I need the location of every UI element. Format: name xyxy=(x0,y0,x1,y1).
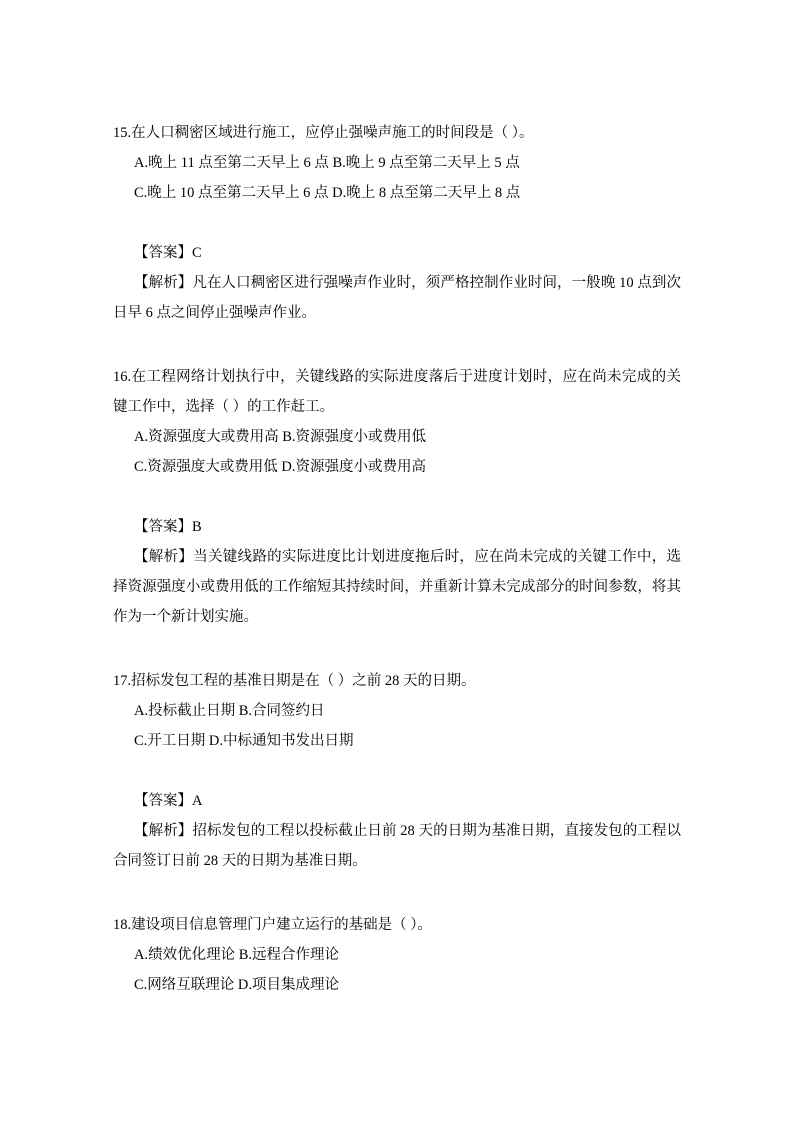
explanation-label: 【解析】 xyxy=(134,549,194,565)
question-stem: 17.招标发包工程的基准日期是在（ ）之前 28 天的日期。 xyxy=(113,673,476,689)
spacer xyxy=(113,756,681,786)
answer-line xyxy=(113,786,681,816)
answer-line xyxy=(113,512,681,542)
question-option-line: C.开工日期 D.中标通知书发出日期 xyxy=(134,733,354,749)
explanation-label: 【解析】 xyxy=(134,275,193,291)
explanation-line xyxy=(113,268,681,328)
question-stem: 15.在人口稠密区域进行施工，应停止强噪声施工的时间段是（ ）。 xyxy=(113,125,534,141)
answer-value: B xyxy=(192,519,202,535)
answer-line xyxy=(113,238,681,268)
answer-value: A xyxy=(192,793,203,809)
spacer xyxy=(113,328,681,362)
question-option-line: A.晚上 11 点至第二天早上 6 点 B.晚上 9 点至第二天早上 5 点 xyxy=(134,155,520,171)
explanation-text: 当关键线路的实际进度比计划进度拖后时，应在尚未完成的关键工作中，选择资源强度小或费用低的工作缩短其持续时间，并重新计算未完成部分的时间参数，将其作为一个新计划实施。 xyxy=(113,549,682,625)
question-stem: 18.建设项目信息管理门户建立运行的基础是（ ）。 xyxy=(113,917,432,933)
question-block-17 xyxy=(113,666,681,876)
question-option-line: A.投标截止日期 B.合同签约日 xyxy=(134,703,325,719)
question-option-line: A.绩效优化理论 B.远程合作理论 xyxy=(134,947,340,963)
question-block-16 xyxy=(113,362,681,632)
question-option-line: A.资源强度大或费用高 B.资源强度小或费用低 xyxy=(134,429,427,445)
question-option-line: C.资源强度大或费用低 D.资源强度小或费用高 xyxy=(134,459,427,475)
explanation-line xyxy=(113,542,681,632)
answer-label: 【答案】 xyxy=(134,793,193,809)
answer-label: 【答案】 xyxy=(134,245,193,261)
explanation-label: 【解析】 xyxy=(134,823,193,839)
explanation-line xyxy=(113,816,681,876)
answer-label: 【答案】 xyxy=(134,519,193,535)
spacer xyxy=(113,482,681,512)
explanation-text: 招标发包的工程以投标截止日前 28 天的日期为基准日期，直接发包的工程以合同签订日前 28 天的日期为基准日期。 xyxy=(113,823,682,869)
spacer xyxy=(113,632,681,666)
spacer xyxy=(113,876,681,910)
question-stem: 16.在工程网络计划执行中，关键线路的实际进度落后于进度计划时，应在尚未完成的关键工作中，选择（ ）的工作赶工。 xyxy=(113,369,681,415)
question-block-15 xyxy=(113,118,681,328)
question-block-18 xyxy=(113,910,681,1000)
answer-value: C xyxy=(192,245,202,261)
question-option-line: C.晚上 10 点至第二天早上 6 点 D.晚上 8 点至第二天早上 8 点 xyxy=(134,185,521,201)
question-option-line: C.网络互联理论 D.项目集成理论 xyxy=(134,977,340,993)
explanation-text: 凡在人口稠密区进行强噪声作业时，须严格控制作业时间，一般晚 10 点到次日早 6 点之间停止强噪声作业。 xyxy=(113,275,682,321)
spacer xyxy=(113,208,681,238)
